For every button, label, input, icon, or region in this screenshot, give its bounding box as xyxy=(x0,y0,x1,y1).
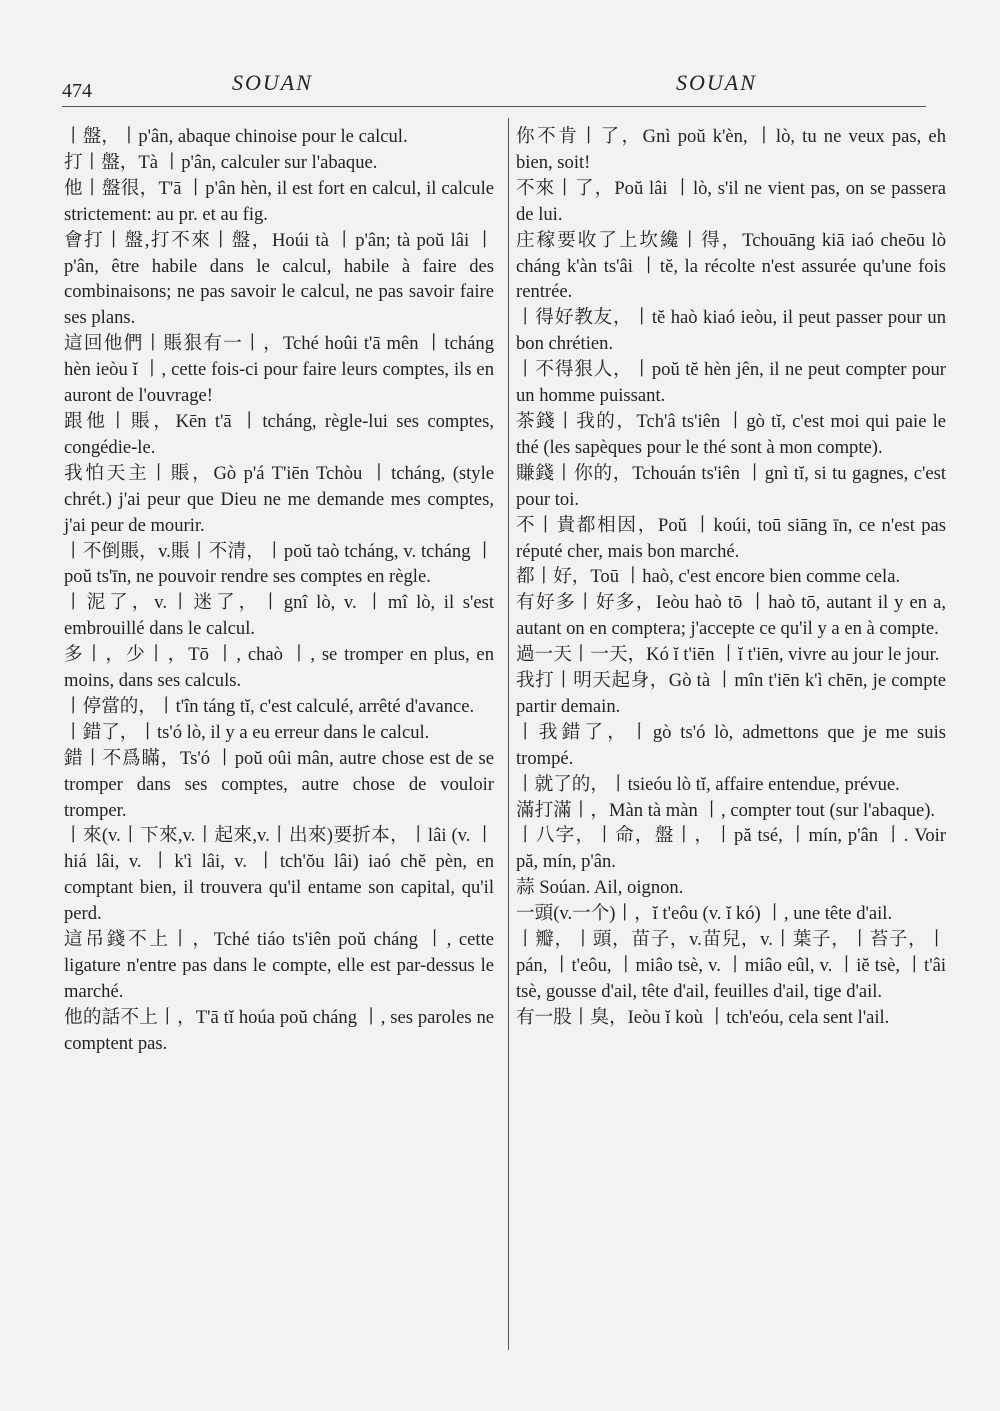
running-head-left: SOUAN xyxy=(232,70,313,95)
entry: 賺錢丨你的，Tchouán ts'iên 丨gnì tĭ, si tu gagnes, c'est pour toi. xyxy=(516,462,946,510)
entry: 丨停當的，丨t'în táng tĭ, c'est calculé, arrêté d'avance. xyxy=(64,695,475,717)
entry: 丨八字，丨命，盤丨，丨pă tsé, 丨mín, p'ân 丨. Voir pă, mín, p'ân. xyxy=(516,825,946,873)
entry: 不丨貴都相因，Poŭ 丨koúi, toū siāng īn, ce n'est pas réputé cher, mais bon marché. xyxy=(516,514,946,562)
entry: 過一天丨一天，Kó ĭ t'iēn 丨ĭ t'iēn, vivre au jour le jour. xyxy=(516,644,940,666)
entry: 丨我錯了，丨gò ts'ó lò, admettons que je me suis trompé. xyxy=(516,721,946,769)
entry: 一頭(v.一个)丨，ĭ t'eôu (v. ĭ kó) 丨, une tête d'ail. xyxy=(516,903,893,925)
entry: 這回他們丨賬狠有一丨，Tché hoûi t'ā mên 丨tcháng hèn ieòu ĭ 丨, cette fois-ci pour faire leurs comptes, ils en auront de l'ouvrage! xyxy=(64,333,494,407)
entry: 庄稼要收了上坎纔丨得，Tchouāng kiā iaó cheōu lò cháng k'àn ts'âi 丨tĕ, la récolte n'est assurée qu'une fois rentrée. xyxy=(516,229,946,303)
headword-entry: 蒜 Soúan. Ail, oignon. xyxy=(516,877,684,899)
entry: 丨得好教友，丨tĕ haò kiaó ieòu, il peut passer pour un bon chrétien. xyxy=(516,307,946,355)
left-column xyxy=(64,124,494,1057)
entry: 不來丨了，Poŭ lâi 丨lò, s'il ne vient pas, on se passera de lui. xyxy=(516,177,946,225)
entry: 錯丨不爲瞞，Ts'ó 丨poŭ oûi mân, autre chose est de se tromper dans ses comptes, autre chose de vouloir tromper. xyxy=(64,747,494,821)
entry: 我怕天主丨賬，Gò p'á T'iēn Tchòu 丨tcháng, (style chrét.) j'ai peur que Dieu ne me demande mes comptes, j'ai peur de mourir. xyxy=(64,462,494,536)
entry: 丨錯了，丨ts'ó lò, il y a eu erreur dans le calcul. xyxy=(64,721,430,743)
entry: 這吊錢不上丨，Tché tiáo ts'iên poŭ cháng 丨, cette ligature n'entre pas dans le compte, elle est par-dessus le marché. xyxy=(64,929,494,1002)
entry: 有一股丨臭，Ieòu ĭ koù 丨tch'eóu, cela sent l'ail. xyxy=(516,1006,890,1028)
entry: 他丨盤很，T'ā 丨p'ân hèn, il est fort en calcul, il calcule strictement: au pr. et au fig. xyxy=(64,177,494,225)
entry: 茶錢丨我的，Tch'â ts'iên 丨gò tĭ, c'est moi qui paie le thé (les sapèques pour le thé sont à mon compte). xyxy=(516,410,946,458)
entry: 丨來(v.丨下來,v.丨起來,v.丨出來)要折本，丨lâi (v. 丨hiá lâi, v. 丨k'ì lâi, v. 丨tch'ŏu lâi) iaó chĕ pèn, en comptant bien, il trouvera qu'il entame son capital, qu'il perd. xyxy=(64,825,494,925)
entry: 都丨好，Toū 丨haò, c'est encore bien comme cela. xyxy=(516,566,901,588)
entry: 滿打滿丨，Màn tà màn 丨, compter tout (sur l'abaque). xyxy=(516,799,936,821)
entry: 我打丨明天起身，Gò tà 丨mîn t'iēn k'ì chēn, je compte partir demain. xyxy=(516,670,946,717)
entry: 跟他丨賬，Kēn t'ā 丨tcháng, règle-lui ses comptes, congédie-le. xyxy=(64,410,494,458)
entry: 丨泥了，v.丨迷了，丨gnî lò, v. 丨mî lò, il s'est embrouillé dans le calcul. xyxy=(64,592,494,640)
entry: 丨不得狠人，丨poŭ tĕ hèn jên, il ne peut compter pour un homme puissant. xyxy=(516,359,946,407)
right-column xyxy=(516,124,946,1031)
entry: 打丨盤，Tà 丨p'ân, calculer sur l'abaque. xyxy=(64,151,378,173)
column-divider xyxy=(508,118,509,1350)
entry: 丨瓣，丨頭，苗子，v.苗兒，v.丨葉子，丨苔子，丨pán, 丨t'eôu, 丨miâo tsè, v. 丨miâo eûl, v. 丨iĕ tsè, 丨t'âi tsè, gousse d'ail, tête d'ail, feuilles d'ail, tige d'ail. xyxy=(516,929,946,1002)
entry: 丨就了的，丨tsieóu lò tĭ, affaire entendue, prévue. xyxy=(516,773,900,795)
header-rule xyxy=(62,106,926,107)
entry: 你不肯丨了，Gnì poŭ k'èn, 丨lò, tu ne veux pas, eh bien, soit! xyxy=(516,126,946,173)
page-number: 474 xyxy=(62,80,92,102)
running-head-right: SOUAN xyxy=(676,70,757,95)
entry: 會打丨盤,打不來丨盤，Hoúi tà 丨p'ân; tà poŭ lâi 丨p'ân, être habile dans le calcul, habile à faire des combinaisons; ne pas savoir le calcul, ne pas savoir faire ses plans. xyxy=(64,229,494,329)
page-header xyxy=(0,60,1000,110)
entry: 他的話不上丨，T'ā tĭ hoúa poŭ cháng 丨, ses paroles ne comptent pas. xyxy=(64,1006,494,1054)
entry: 多丨，少丨，Tō 丨, chaò 丨, se tromper en plus, en moins, dans ses calculs. xyxy=(64,644,494,692)
entry: 丨盤，丨p'ân, abaque chinoise pour le calcul. xyxy=(64,126,408,147)
entry: 丨不倒賬，v.賬丨不清，丨poŭ taò tcháng, v. tcháng 丨poŭ ts'īn, ne pouvoir rendre ses comptes en règle. xyxy=(64,540,494,588)
entry: 有好多丨好多，Ieòu haò tō 丨haò tō, autant il y en a, autant on en comptera; j'accepte ce qu'il y a en à compte. xyxy=(516,592,946,640)
